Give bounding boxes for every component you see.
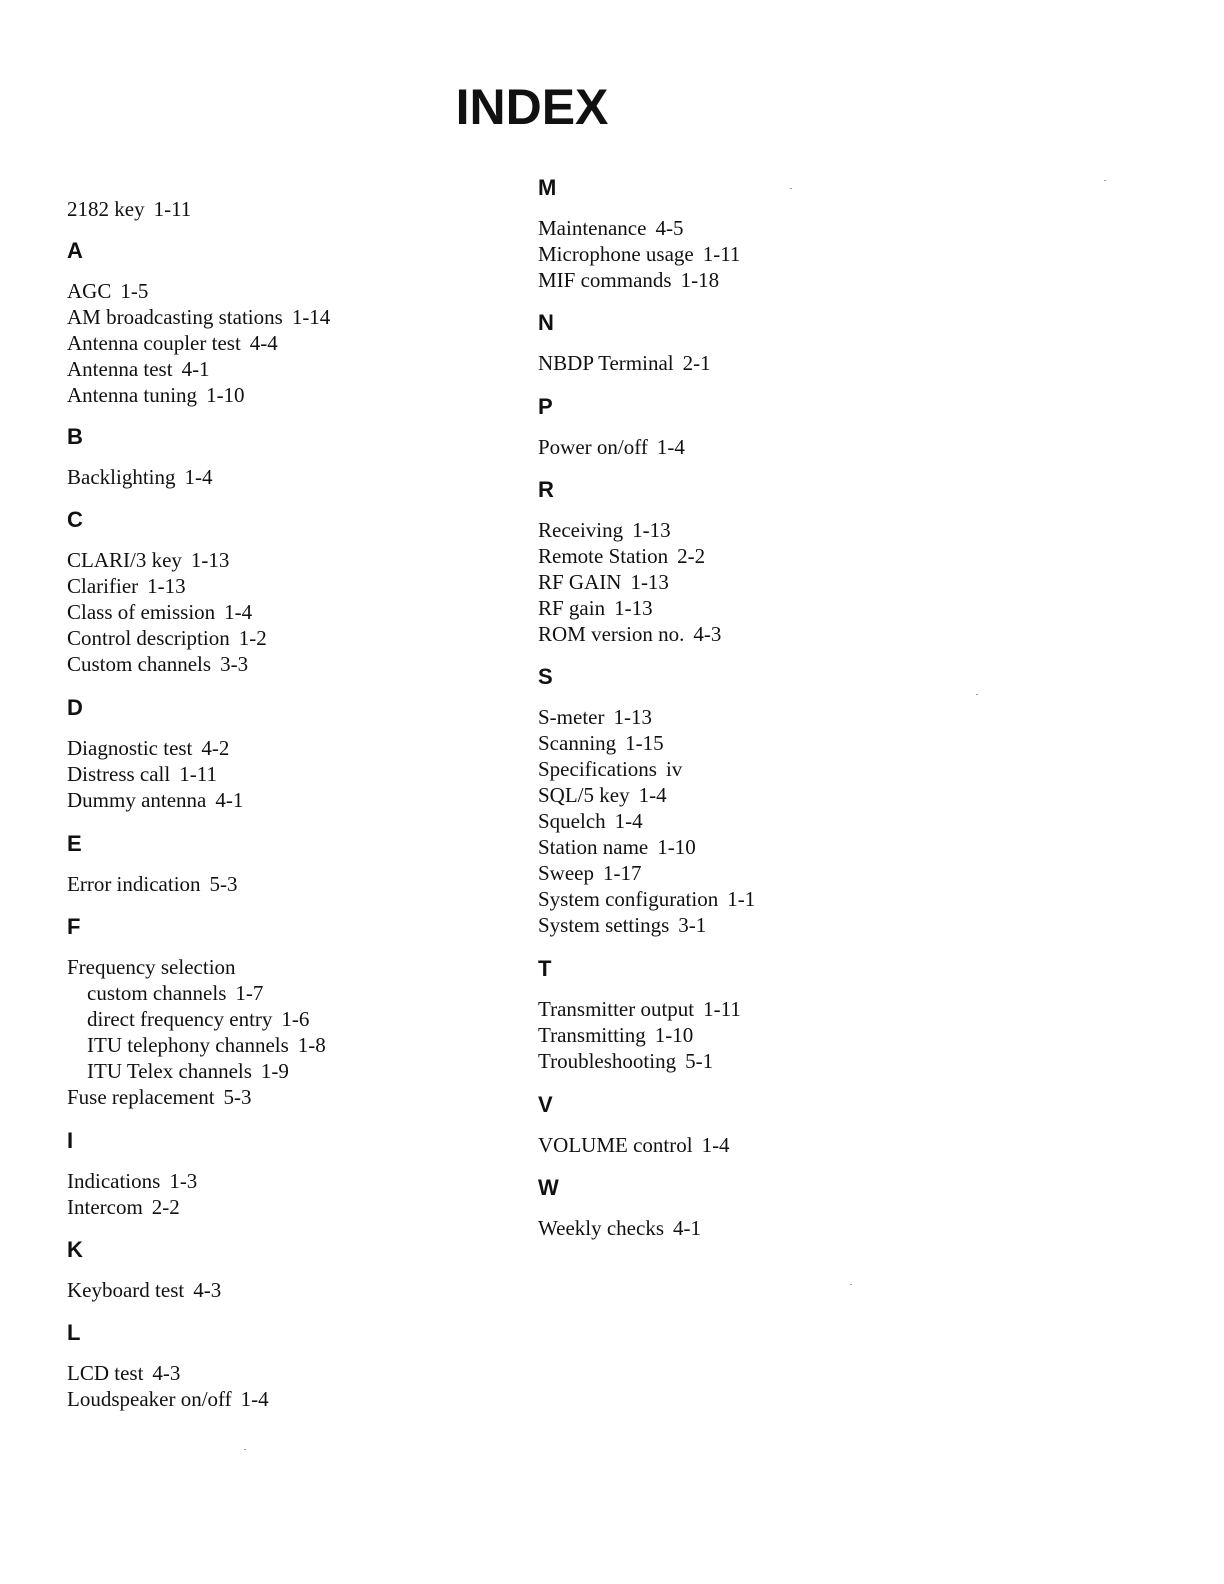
index-page-ref: 1-3 xyxy=(169,1169,198,1193)
index-term: AM broadcasting stations xyxy=(67,305,283,329)
index-term: Scanning xyxy=(538,731,617,755)
index-page-ref: 4-3 xyxy=(193,1278,222,1302)
index-section-l xyxy=(67,1320,269,1412)
section-letter: S xyxy=(538,664,553,689)
index-entry xyxy=(538,704,755,730)
scan-speck xyxy=(244,1449,246,1450)
index-section-f xyxy=(67,914,326,1110)
index-entry xyxy=(538,569,721,595)
index-term: custom channels xyxy=(87,981,227,1005)
index-term: Station name xyxy=(538,835,649,859)
index-term: AGC xyxy=(67,279,112,303)
index-subentry xyxy=(67,1006,326,1032)
index-term: Dummy antenna xyxy=(67,788,207,812)
index-section-k xyxy=(67,1237,221,1303)
section-letter: B xyxy=(67,424,83,449)
section-letter: L xyxy=(67,1320,81,1345)
index-page-ref: 1-6 xyxy=(281,1007,310,1031)
index-entry xyxy=(538,434,685,460)
index-page-ref: 1-4 xyxy=(638,783,667,807)
index-entry xyxy=(67,599,267,625)
index-page-ref: 1-15 xyxy=(625,731,664,755)
section-letter: T xyxy=(538,956,552,981)
index-entry xyxy=(538,912,755,938)
index-term: Weekly checks xyxy=(538,1216,664,1240)
index-page-ref: 2-2 xyxy=(677,544,706,568)
index-page-ref: 1-13 xyxy=(630,570,669,594)
index-term: Antenna test xyxy=(67,357,173,381)
index-page-ref: 1-4 xyxy=(240,1387,269,1411)
index-entry xyxy=(67,651,267,677)
index-page-ref: 1-1 xyxy=(727,887,756,911)
index-page-ref: 1-14 xyxy=(291,305,331,329)
page-title: INDEX xyxy=(455,79,609,135)
index-subentry xyxy=(67,1032,326,1058)
index-term: CLARI/3 key xyxy=(67,548,182,572)
section-letter: F xyxy=(67,914,81,939)
index-section-c xyxy=(67,507,267,677)
index-section-w xyxy=(538,1175,701,1241)
index-term: LCD test xyxy=(67,1361,144,1385)
section-letter: D xyxy=(67,695,83,720)
index-term: Transmitter output xyxy=(538,997,695,1021)
index-entry xyxy=(538,808,755,834)
index-term: Loudspeaker on/off xyxy=(67,1387,232,1411)
index-term: S-meter xyxy=(538,705,605,729)
index-section-t xyxy=(538,956,741,1074)
index-term: Intercom xyxy=(67,1195,143,1219)
index-entry xyxy=(67,547,267,573)
index-page-ref: 4-5 xyxy=(655,216,684,240)
section-letter: K xyxy=(67,1237,83,1262)
index-term: 2182 key xyxy=(67,197,145,221)
index-entry xyxy=(67,382,330,408)
index-term: Frequency selection xyxy=(67,955,236,979)
index-entry xyxy=(538,543,721,569)
index-term: Class of emission xyxy=(67,600,216,624)
index-page-ref: 1-10 xyxy=(206,383,245,407)
index-page-ref: 4-3 xyxy=(152,1361,181,1385)
index-section-p xyxy=(538,394,685,460)
index-section-v xyxy=(538,1092,730,1158)
index-entry xyxy=(67,735,243,761)
index-entry xyxy=(538,782,755,808)
index-page-ref: 1-10 xyxy=(654,1023,694,1047)
index-entry xyxy=(67,787,243,813)
index-entry xyxy=(538,756,755,782)
index-term: Antenna tuning xyxy=(67,383,198,407)
index-section-b xyxy=(67,424,213,490)
index-entry xyxy=(538,996,741,1022)
index-entry xyxy=(538,1048,741,1074)
index-page-ref: 1-11 xyxy=(702,242,741,266)
index-term: direct frequency entry xyxy=(87,1007,273,1031)
index-page-ref: 4-3 xyxy=(693,622,722,646)
section-letter: E xyxy=(67,831,82,856)
index-entry xyxy=(67,1277,221,1303)
index-section-i xyxy=(67,1128,197,1220)
index-page-ref: 1-13 xyxy=(632,518,671,542)
section-letter: M xyxy=(538,175,557,200)
index-page-ref: 1-11 xyxy=(703,997,741,1021)
index-section-d xyxy=(67,695,243,813)
index-entry xyxy=(538,886,755,912)
index-entry xyxy=(538,730,755,756)
index-page-ref: 4-4 xyxy=(249,331,278,355)
index-entry xyxy=(538,595,721,621)
index-term: Power on/off xyxy=(538,435,648,459)
index-term: Sweep xyxy=(538,861,594,885)
index-term: ITU Telex channels xyxy=(87,1059,252,1083)
index-page-ref: 4-1 xyxy=(181,357,210,381)
index-entry xyxy=(67,1360,269,1386)
index-page-ref: 1-13 xyxy=(613,705,652,729)
index-page-ref: 5-1 xyxy=(685,1049,714,1073)
index-page-ref: 1-4 xyxy=(184,465,213,489)
index-term: RF GAIN xyxy=(538,570,622,594)
index-section-m xyxy=(538,175,740,293)
index-entry xyxy=(538,350,711,376)
index-term: Error indication xyxy=(67,872,201,896)
index-page-ref: 1-13 xyxy=(190,548,230,572)
index-term: Diagnostic test xyxy=(67,736,193,760)
index-page-ref: 1-18 xyxy=(680,268,720,292)
index-page-ref: 5-3 xyxy=(223,1085,252,1109)
index-page-ref: 1-4 xyxy=(614,809,643,833)
index-term: System configuration xyxy=(538,887,719,911)
index-term: Remote Station xyxy=(538,544,669,568)
index-page-ref: 1-4 xyxy=(701,1133,730,1157)
index-page-ref: 1-5 xyxy=(120,279,149,303)
index-term: Receiving xyxy=(538,518,624,542)
index-entry xyxy=(67,464,213,490)
section-letter: C xyxy=(67,507,83,532)
index-entry xyxy=(67,330,330,356)
index-page-ref: 2-2 xyxy=(151,1195,180,1219)
index-page-ref: 4-1 xyxy=(215,788,244,812)
section-letter: W xyxy=(538,1175,559,1200)
index-term: Custom channels xyxy=(67,652,212,676)
index-entry xyxy=(67,196,191,222)
index-entry xyxy=(67,1084,326,1110)
index-term: Distress call xyxy=(67,762,171,786)
index-entry xyxy=(538,860,755,886)
index-entry xyxy=(67,573,267,599)
index-entry xyxy=(67,625,267,651)
index-entry xyxy=(538,215,740,241)
index-subentry xyxy=(67,1058,326,1084)
section-letter: P xyxy=(538,394,553,419)
index-page-ref: 2-1 xyxy=(682,351,711,375)
index-entry xyxy=(538,1215,701,1241)
index-page-ref: 4-2 xyxy=(201,736,230,760)
index-entry xyxy=(538,267,740,293)
index-term: Indications xyxy=(67,1169,161,1193)
section-letter: I xyxy=(67,1128,74,1153)
index-section-n xyxy=(538,310,711,376)
index-entry xyxy=(538,834,755,860)
index-entry xyxy=(538,241,740,267)
index-page-ref: 1-10 xyxy=(657,835,696,859)
index-entry xyxy=(67,954,326,980)
index-term: Control description xyxy=(67,626,230,650)
index-entry xyxy=(67,1168,197,1194)
index-page-ref: 3-3 xyxy=(220,652,249,676)
index-section-e xyxy=(67,831,238,897)
index-section-r xyxy=(538,477,721,647)
index-entry xyxy=(67,761,243,787)
section-letter: R xyxy=(538,477,554,502)
index-term: Antenna coupler test xyxy=(67,331,241,355)
index-section-numeric xyxy=(67,196,191,222)
index-term: RF gain xyxy=(538,596,606,620)
index-entry xyxy=(67,1386,269,1412)
index-page-ref: 1-4 xyxy=(656,435,685,459)
index-entry xyxy=(67,356,330,382)
index-page-ref: 4-1 xyxy=(673,1216,701,1240)
index-page-ref: 1-7 xyxy=(235,981,264,1005)
index-term: ROM version no. xyxy=(538,622,685,646)
index-page-ref: 1-17 xyxy=(603,861,642,885)
index-term: VOLUME control xyxy=(538,1133,693,1157)
index-page-ref: 1-8 xyxy=(297,1033,326,1057)
index-page-ref: 1-2 xyxy=(238,626,267,650)
index-term: Troubleshooting xyxy=(538,1049,677,1073)
index-page-ref: 5-3 xyxy=(209,872,238,896)
index-term: ITU telephony channels xyxy=(87,1033,289,1057)
index-term: NBDP Terminal xyxy=(538,351,674,375)
index-page-ref: 3-1 xyxy=(678,913,707,937)
index-page-ref: 1-11 xyxy=(179,762,217,786)
index-subentry xyxy=(67,980,326,1006)
index-term: Keyboard test xyxy=(67,1278,185,1302)
index-entry xyxy=(67,278,330,304)
scan-speck xyxy=(976,694,978,695)
index-entry xyxy=(67,1194,197,1220)
index-page-ref: 1-13 xyxy=(614,596,653,620)
index-term: Microphone usage xyxy=(538,242,694,266)
index-entry xyxy=(538,1022,741,1048)
index-section-a xyxy=(67,238,330,408)
index-term: SQL/5 key xyxy=(538,783,630,807)
index-term: Transmitting xyxy=(538,1023,646,1047)
index-term: System settings xyxy=(538,913,670,937)
section-letter: A xyxy=(67,238,83,263)
index-entry xyxy=(538,621,721,647)
index-term: Backlighting xyxy=(67,465,176,489)
index-entry xyxy=(538,1132,730,1158)
scan-speck xyxy=(790,188,792,189)
index-entry xyxy=(67,304,330,330)
index-page-ref: 1-9 xyxy=(260,1059,289,1083)
index-page-ref: iv xyxy=(665,757,683,781)
index-term: Squelch xyxy=(538,809,606,833)
section-letter: V xyxy=(538,1092,553,1117)
index-page-ref: 1-13 xyxy=(147,574,186,598)
index-entry xyxy=(67,871,238,897)
index-term: Clarifier xyxy=(67,574,139,598)
index-page-ref: 1-4 xyxy=(224,600,253,624)
index-term: Fuse replacement xyxy=(67,1085,215,1109)
index-term: Maintenance xyxy=(538,216,647,240)
scan-speck xyxy=(850,1284,852,1285)
scan-speck xyxy=(1104,180,1106,181)
index-section-s xyxy=(538,664,755,938)
index-term: Specifications xyxy=(538,757,657,781)
index-entry xyxy=(538,517,721,543)
index-page-ref: 1-11 xyxy=(153,197,192,221)
section-letter: N xyxy=(538,310,554,335)
index-term: MIF commands xyxy=(538,268,672,292)
